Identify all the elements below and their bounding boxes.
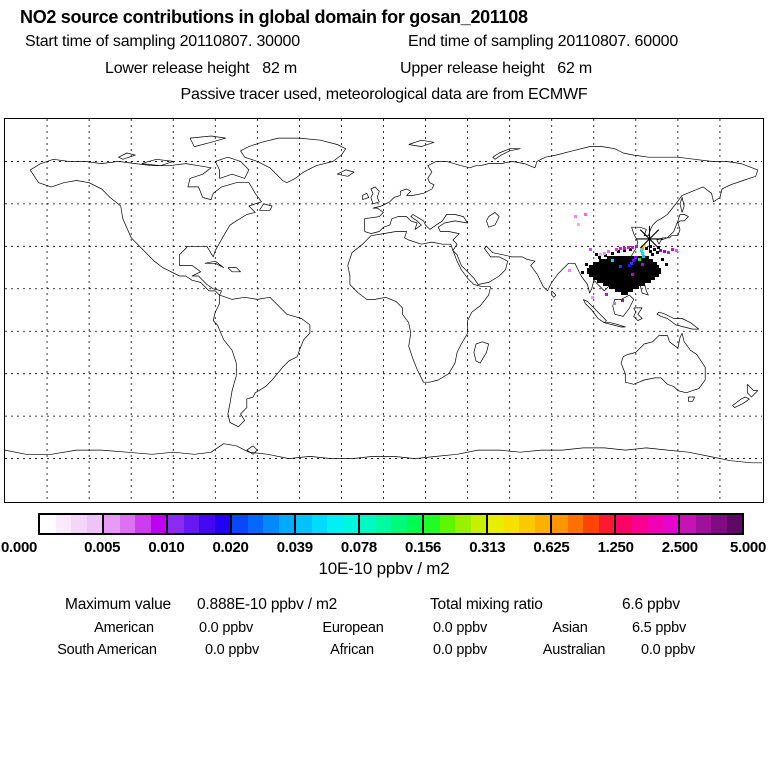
colorbar-tick-label: 0.078 — [340, 539, 377, 556]
coastline — [5, 444, 762, 463]
colorbar-tick-label: 0.313 — [469, 539, 506, 556]
footprint-blob-speck — [653, 248, 656, 251]
colorbar-step — [616, 515, 632, 533]
footprint-blob-speck — [651, 253, 654, 256]
footprint-blob-row — [609, 286, 639, 289]
colorbar-tick-label: 0.005 — [84, 539, 121, 556]
footprint-blob-speck — [581, 271, 584, 274]
footprint-blob-speck — [598, 256, 601, 259]
colorbar-step — [263, 515, 279, 533]
footprint-cell — [631, 246, 634, 249]
coastline — [474, 342, 489, 363]
colorbar-step — [535, 515, 551, 533]
coastline — [215, 157, 249, 178]
colorbar-segment — [40, 515, 102, 533]
lower-release-text: Lower release height 82 m — [105, 60, 298, 77]
colorbar-step — [455, 515, 471, 533]
colorbar-tick-label: 0.000 — [1, 539, 38, 556]
colorbar-segment — [614, 515, 678, 533]
coastline — [657, 215, 689, 245]
colorbar-segment — [102, 515, 166, 533]
colorbar-segment — [486, 515, 550, 533]
colorbar-tick-label: 0.010 — [148, 539, 185, 556]
colorbar-step — [471, 515, 487, 533]
colorbar-tick-label: 0.020 — [212, 539, 249, 556]
coastline — [348, 232, 491, 383]
footprint-cell — [605, 293, 608, 296]
coastline — [119, 153, 136, 159]
footprint-blob-speck — [665, 263, 668, 266]
colorbar-step — [632, 515, 648, 533]
colorbar-step — [151, 515, 167, 533]
coastline — [371, 187, 379, 204]
footprint-cell — [641, 252, 644, 255]
colorbar-step — [568, 515, 584, 533]
colorbar-segment — [358, 515, 422, 533]
footprint-cell — [663, 250, 666, 253]
coastline — [190, 136, 226, 147]
footprint-cell — [628, 264, 631, 267]
region-label-south-american: South American — [57, 642, 157, 658]
maximum-value-label: Maximum value — [65, 596, 171, 613]
end-time-text: End time of sampling 20110807. 60000 — [408, 33, 679, 50]
footprint-blob-row — [589, 274, 659, 277]
footprint-cell — [675, 249, 678, 252]
region-value-european: 0.0 ppbv — [432, 620, 488, 636]
footprint-cell — [634, 256, 637, 259]
colorbar-step — [199, 515, 215, 533]
footprint-blob-row — [589, 265, 659, 268]
colorbar-step — [663, 515, 679, 533]
tracer-note-text: Passive tracer used, meteorological data are from ECMWF — [180, 86, 588, 103]
coastline — [604, 323, 625, 327]
footprint-cell — [591, 296, 594, 299]
colorbar-step — [168, 515, 184, 533]
colorbar-step — [360, 515, 376, 533]
region-label-asian: Asian — [552, 620, 588, 636]
colorbar-step — [184, 515, 200, 533]
coastline — [657, 312, 699, 329]
coastline — [634, 308, 642, 321]
footprint-cell — [577, 223, 580, 226]
colorbar-step — [56, 515, 72, 533]
colorbar-segment — [294, 515, 358, 533]
coastline — [583, 299, 606, 322]
footprint-blob-row — [621, 292, 628, 295]
colorbar-tick-label: 2.500 — [661, 539, 698, 556]
coastline — [487, 212, 500, 227]
region-value-african: 0.0 ppbv — [432, 642, 488, 658]
colorbar-step — [488, 515, 504, 533]
coastline — [213, 295, 310, 427]
footprint-cell — [603, 252, 606, 255]
footprint-cell — [613, 302, 616, 305]
footprint-cell — [607, 250, 610, 253]
colorbar-step — [519, 515, 535, 533]
colorbar-step — [87, 515, 103, 533]
footprint-blob-row — [593, 277, 655, 280]
footprint-blob-row — [603, 283, 645, 286]
colorbar-step — [279, 515, 295, 533]
coastline — [241, 138, 346, 183]
total-mixing-ratio-label: Total mixing ratio — [430, 596, 543, 613]
coastline — [733, 397, 750, 408]
region-label-american: American — [94, 620, 154, 636]
colorbar-unit-label: 10E-10 ppbv / m2 — [318, 559, 450, 578]
footprint-cell — [615, 248, 618, 251]
footprint-blob-speck — [595, 253, 598, 256]
colorbar-tick-label: 5.000 — [729, 539, 766, 556]
colorbar-step — [232, 515, 248, 533]
footprint-cell — [642, 255, 645, 258]
footprint-blob-row — [615, 289, 633, 292]
colorbar-step — [407, 515, 423, 533]
region-value-asian: 6.5 ppbv — [631, 620, 687, 636]
coastline — [493, 149, 520, 160]
colorbar-step — [40, 515, 56, 533]
footprint-cell — [667, 251, 670, 254]
colorbar-step — [120, 515, 136, 533]
coastline — [613, 295, 634, 316]
footprint-blob-row — [593, 262, 657, 265]
start-time-text: Start time of sampling 20110807. 30000 — [25, 33, 300, 50]
footprint-cell — [659, 249, 662, 252]
footprint-blob-row — [597, 280, 651, 283]
colorbar-segment — [230, 515, 294, 533]
colorbar-step — [104, 515, 120, 533]
colorbar-tick-labels — [0, 539, 768, 557]
colorbar-step — [583, 515, 599, 533]
footprint-cell — [619, 265, 622, 268]
colorbar-step — [599, 515, 615, 533]
coastline — [228, 268, 241, 272]
footprint-cell — [574, 215, 577, 218]
colorbar-segment — [166, 515, 230, 533]
footprint-cell — [568, 269, 571, 272]
colorbar-step — [376, 515, 392, 533]
footprint-blob-row — [587, 271, 661, 274]
footprint-cell — [627, 246, 630, 249]
footprint-cell — [641, 263, 644, 266]
footprint-blob-speck — [645, 247, 648, 250]
coastline — [747, 384, 758, 397]
footprint-cell — [611, 259, 614, 262]
footprint-cell — [632, 259, 635, 262]
colorbar-step — [248, 515, 264, 533]
colorbar-step — [680, 515, 696, 533]
footprint-blob-row — [599, 259, 653, 262]
colorbar-segment — [422, 515, 486, 533]
footprint-blob-speck — [611, 252, 614, 255]
colorbar-segment — [550, 515, 614, 533]
footprint-cell — [599, 253, 602, 256]
upper-release-text: Upper release height 62 m — [400, 60, 593, 77]
region-label-australian: Australian — [542, 642, 606, 658]
colorbar-step — [296, 515, 312, 533]
world-map-frame — [4, 118, 764, 503]
colorbar-step — [552, 515, 568, 533]
footprint-cell — [589, 248, 592, 251]
world-map-svg — [5, 119, 762, 501]
footprint-cell — [638, 258, 641, 261]
page-title: NO2 source contributions in global domain for gosan_201108 — [20, 7, 528, 27]
region-label-african: African — [330, 642, 374, 658]
colorbar-step — [71, 515, 87, 533]
coastline — [409, 140, 434, 146]
colorbar — [38, 513, 744, 535]
colorbar-tick-label: 0.039 — [276, 539, 313, 556]
colorbar-step — [327, 515, 343, 533]
coastline — [621, 333, 705, 393]
footprint-blob-speck — [585, 263, 588, 266]
colorbar-step — [215, 515, 231, 533]
colorbar-step — [696, 515, 712, 533]
footprint-cell — [635, 245, 638, 248]
footprint-blob-row — [587, 268, 661, 271]
coastline — [205, 261, 224, 267]
footprint-cell — [619, 247, 622, 250]
footprint-blob-speck — [656, 251, 659, 254]
footprint-cell — [584, 213, 587, 216]
colorbar-step — [343, 515, 359, 533]
colorbar-segment — [678, 515, 742, 533]
colorbar-step — [504, 515, 520, 533]
coastline — [365, 147, 758, 293]
footprint-cell — [640, 249, 643, 252]
region-value-south-american: 0.0 ppbv — [204, 642, 260, 658]
colorbar-step — [711, 515, 727, 533]
footprint-blob-speck — [661, 258, 664, 261]
coastline — [337, 170, 354, 176]
region-value-american: 0.0 ppbv — [198, 620, 254, 636]
colorbar-step — [135, 515, 151, 533]
footprint-cell — [671, 248, 674, 251]
colorbar-step — [647, 515, 663, 533]
colorbar-step — [312, 515, 328, 533]
coastline — [30, 159, 261, 295]
colorbar-tick-label: 1.250 — [597, 539, 634, 556]
colorbar-step — [391, 515, 407, 533]
footprint-cell — [621, 299, 624, 302]
coastline — [688, 397, 694, 401]
colorbar-step — [424, 515, 440, 533]
region-value-australian: 0.0 ppbv — [640, 642, 696, 658]
coastline — [680, 198, 684, 213]
region-label-european: European — [322, 620, 384, 636]
colorbar-step — [440, 515, 456, 533]
maximum-value: 0.888E-10 ppbv / m2 — [197, 596, 338, 613]
total-mixing-ratio-value: 6.6 ppbv — [622, 596, 680, 613]
colorbar-tick-label: 0.625 — [533, 539, 570, 556]
colorbar-step — [727, 515, 743, 533]
colorbar-tick-label: 0.156 — [405, 539, 442, 556]
coastline — [363, 193, 369, 199]
coastline — [552, 291, 556, 297]
footprint-cell — [623, 247, 626, 250]
footprint-cell — [631, 273, 634, 276]
coastline — [259, 204, 272, 210]
